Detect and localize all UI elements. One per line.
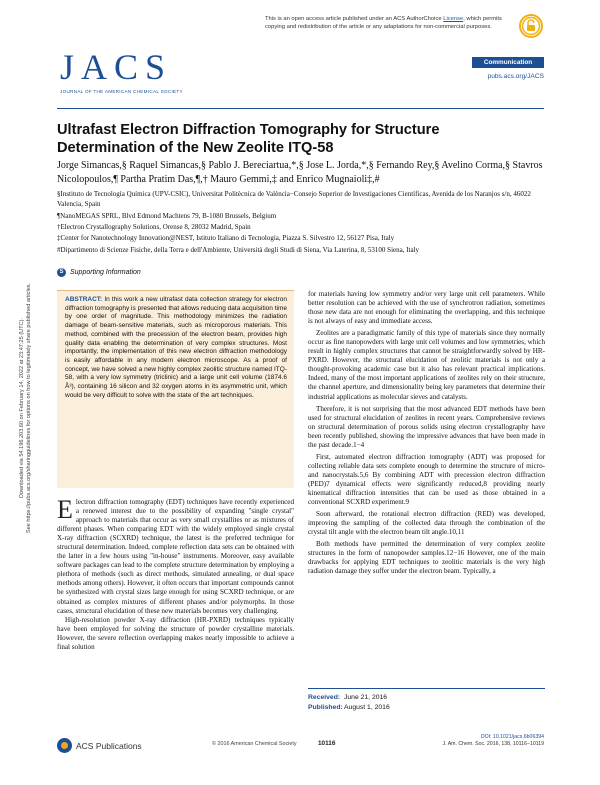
open-access-icon <box>519 14 543 38</box>
download-side-note <box>5 228 32 588</box>
received-label: Received: <box>308 694 341 701</box>
license-link[interactable]: License <box>443 16 464 22</box>
doi-link[interactable]: DOI: 10.1021/jacs.6b06394 <box>480 734 544 740</box>
abstract-box <box>57 290 294 488</box>
acs-logo-icon <box>57 738 72 753</box>
supporting-info-link[interactable]: S Supporting Information <box>57 268 141 277</box>
body-paragraph: Both methods have permitted the determination of very complex zeolite structures in the form of nanopowder samples.12−16 However, one of the main drawbacks for applying EDT techniques to zeolitic materials is the very high radiation damage they suffer under the electron beam. Typically, a <box>308 540 545 576</box>
affiliation: ¶NanoMEGAS SPRL, Blvd Edmond Machtens 79, B-1080 Brussels, Belgium <box>57 211 277 220</box>
citation-block <box>420 734 544 748</box>
article-type-badge: Communication <box>472 57 544 68</box>
page-number: 10116 <box>318 740 336 747</box>
publication-dates <box>308 688 545 713</box>
copyright: © 2016 American Chemical Society <box>212 741 297 747</box>
open-access-notice: This is an open access article published under an ACS AuthorChoice License, which permits copying and redistribution of the article or any adaptations for non-commercial purposes. <box>265 16 502 30</box>
affiliation: †Electron Crystallography Solutions, Orense 8, 28032 Madrid, Spain <box>57 222 251 231</box>
article-title: Ultrafast Electron Diffraction Tomography for Structure Determination of the New Zeolite ITQ-58 <box>57 122 440 156</box>
left-column <box>57 495 294 652</box>
author-list: Jorge Simancas,§ Raquel Simancas,§ Pablo J. Bereciartua,*,§ Jose L. Jorda,*,§ Fernando Rey,§ Avelino Corma,§ Stavros Nicolopoulos,¶ Partha Pratim Das,¶,† Mauro Gemmi,‡ and Enrico Mugnaioli‡,# <box>57 160 543 185</box>
body-paragraph: Electron diffraction tomography (EDT) techniques have recently experienced a renewed interest due to the possibility of expanding "single crystal" approach to materials that occur as very small crystallites or as mixtures of different phases. When comparing EDT with the widely employed single crystal X-ray diffraction (SCXRD) technique, the latest is the preferred technique for structural determination. Indeed, complete reflection data sets can be obtained with the latter in a few hours using "in-house" instruments. Moreover, easy available software packages can lead to the complete structure determination by employing a plethora of methods (such as direct methods, simulated annealing, or dual space methods among others). However, it often occurs that important compounds cannot be synthesized with crystal sizes large enough for using SCXRD technique, or are obtained as complex mixtures of different phases and/or polymorphs. In those cases, structural elucidation of these new materials becomes very challenging. <box>57 495 294 615</box>
body-paragraph: for materials having low symmetry and/or very large unit cell parameters. While better resolution can be achieved with the use of synchrotron radiation, sometimes those new data are not enough for eliminating the overlapping, and this technique is not always of easy and immediate access. <box>308 290 545 326</box>
abstract-text: In this work a new ultrafast data collection strategy for electron diffraction tomography is presented that allows reducing data acquisition time by one order of magnitude. This methodology minimizes the radiation damage of beam-sensitive materials, such as microporous materials. This method, combined with the precession of the electron beam, provides high quality data enabling the determination of very complex structures. Most importantly, the implementation of this new electron diffraction methodology is easily affordable in any modern electron microscope. As a proof of concept, we have solved a new highly complex zeolitic structure named ITQ-58, with a very low symmetry (triclinic) and a large unit cell volume (1874.6 Å³), containing 16 silicon and 32 oxygen atoms in its asymmetric unit, which would be very difficult to solve with the state of the art techniques. <box>65 296 287 399</box>
right-column <box>308 290 545 579</box>
jacs-logo: J A C S JOURNAL OF THE AMERICAN CHEMICAL SOCIETY <box>60 47 183 94</box>
journal-url-link[interactable]: pubs.acs.org/JACS <box>487 73 544 80</box>
header-rule <box>57 108 544 109</box>
published-date: August 1, 2016 <box>344 704 390 711</box>
side-note-line-1: Downloaded via 54.196.203.60 on February 14, 2022 at 23:47:25 (UTC). <box>19 317 25 499</box>
citation: J. Am. Chem. Soc. 2016, 138, 10116−10119 <box>442 741 544 748</box>
affiliation: #Dipartimento di Scienze Fisiche, della Terra e dell'Ambiente, Università degli Studi di Siena, Via Laterina, 8, 53100 Siena, Italy <box>57 245 420 254</box>
info-icon: S <box>57 268 66 277</box>
drop-cap: E <box>57 495 73 524</box>
side-note-line-2: See https://pubs.acs.org/sharingguidelines for options on how to legitimately share published articles. <box>26 282 32 534</box>
affiliation: ‡Center for Nanotechnology Innovation@NEST, Istituto Italiano di Tecnologia, Piazza S. Silvestro 12, 56127 Pisa, Italy <box>57 234 395 243</box>
received-date: June 21, 2016 <box>344 694 388 701</box>
body-paragraph: Therefore, it is not surprising that the most advanced EDT methods have been used for structural elucidation of zeolites in recent years. Comprehensive reviews on structural determination of porous solids using electron crystallography have been recently published, showing the impressive advances that have been made in the past decade.1−4 <box>308 404 545 449</box>
body-paragraph: High-resolution powder X-ray diffraction (HR-PXRD) techniques typically have been employed for solving the structure of powder crystalline materials. However, the severe reflection overlapping makes nearly impossible to achieve a final solution <box>57 615 294 651</box>
affiliations <box>57 189 544 256</box>
affiliation: §Instituto de Tecnología Química (UPV-CSIC), Universitat Politècnica de València−Consejo Superior de Investigaciones Científicas, Avenida de los Naranjos s/n, 46022 Valencia, Spain <box>57 190 531 209</box>
body-paragraph: Zeolites are a paradigmatic family of this type of materials since they normally occur as fine nanopowders with large unit cell volumes and low symmetries, which result in highly complex structures that cannot be straightforwardly solved by HR-PXRD. However, the structural elucidation of zeolitic materials is not only a thought-provoking academic case but it also has relevant practical implications. Indeed, many of the most important applications of zeolites rely on their structure, the channel aperture, and dimensionality being key parameters that determine their industrial applications as molecular sieves and catalysts. <box>308 329 545 401</box>
published-label: Published: <box>308 704 343 711</box>
body-paragraph: Soon afterward, the rotational electron diffraction (RED) was developed, improving the sampling of the collected data through the combination of the crystal tilt angle with the electron beam tilt angle.10,11 <box>308 510 545 537</box>
acs-publications-logo: ACS Publications <box>57 738 142 753</box>
body-paragraph: First, automated electron diffraction tomography (ADT) was proposed for collecting reliable data sets complete enough to determine the structure of micro- and nanocrystals.5,6 By combining ADT with precession electron diffraction (PED)7 dynamical effects were significantly reduced,8 providing nearly kinematical diffraction intensities that can be used as those obtained in a conventional SCXRD experiment.9 <box>308 452 545 507</box>
abstract-label: ABSTRACT: <box>65 296 103 303</box>
journal-subtitle: JOURNAL OF THE AMERICAN CHEMICAL SOCIETY <box>60 89 183 94</box>
